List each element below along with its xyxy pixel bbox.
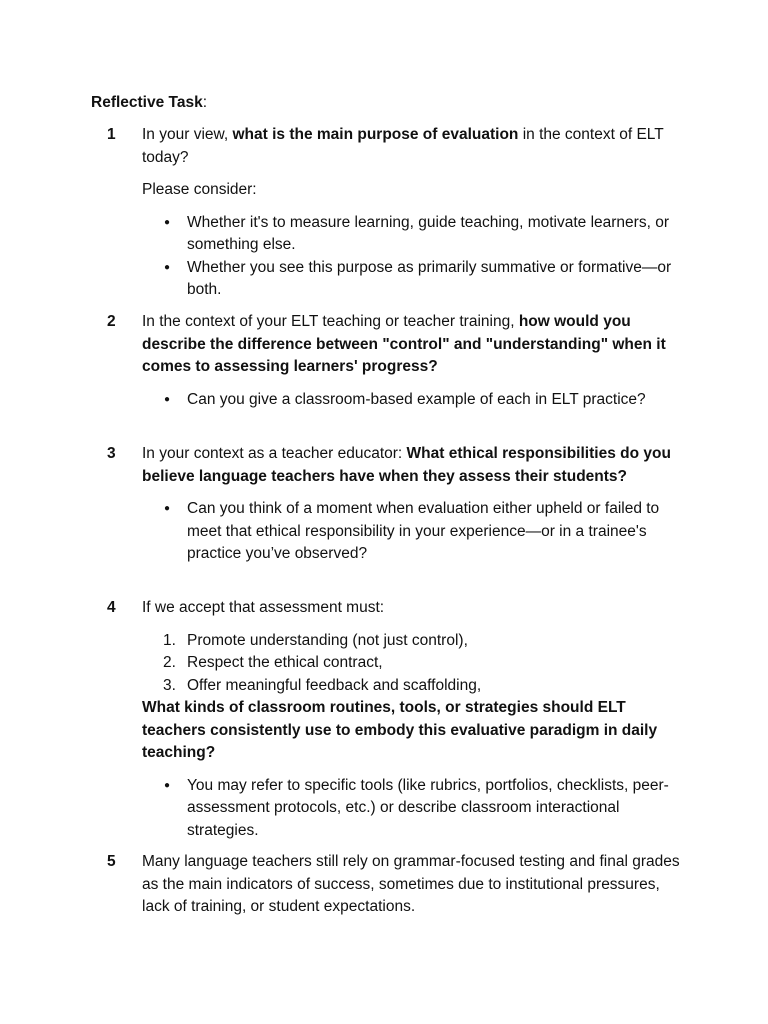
list-item: 1. Promote understanding (not just control), — [163, 631, 468, 649]
question-text: In the context of your ELT teaching or teacher training, how would you describe the difference between "control" and "understanding" when it comes to assessing learners' progress? — [142, 313, 666, 375]
question-text: Many language teachers still rely on grammar-focused testing and final grades as the main indicators of success, sometimes due to institutional pressures, lack of training, or student expectations. — [142, 853, 680, 915]
bullet-icon: ● — [164, 216, 171, 228]
question-number: 1 — [107, 126, 116, 143]
question-number: 2 — [107, 313, 116, 330]
list-item: ● You may refer to specific tools (like rubrics, portfolios, checklists, peer-assessment protocols, etc.) or describe classroom interactional strategies. — [164, 776, 669, 839]
list-item: ● Whether it's to measure learning, guide teaching, motivate learners, or something else. — [164, 213, 669, 253]
question-text: In your view, what is the main purpose of evaluation in the context of ELT today? — [142, 126, 664, 166]
question-number: 3 — [107, 445, 116, 462]
question-1 — [91, 124, 681, 302]
bullet-icon: ● — [164, 393, 171, 405]
question-text: If we accept that assessment must: — [142, 599, 385, 616]
list-item: ● Can you think of a moment when evaluation either upheld or failed to meet that ethical responsibility in your experience—or in a trainee's practice you’ve observed? — [164, 500, 660, 562]
bullet-icon: ● — [164, 779, 171, 791]
bullet-list — [142, 212, 681, 302]
question-prompt: Please consider: — [142, 181, 257, 198]
list-item: ● Whether you see this purpose as primarily summative or formative—or both. — [164, 258, 672, 298]
bullet-list — [142, 498, 681, 566]
bullet-list — [142, 389, 681, 412]
page-title: Reflective Task: — [91, 94, 208, 111]
list-item: ● Can you give a classroom-based example of each in ELT practice? — [142, 389, 681, 412]
list-item: 2. Respect the ethical contract, — [163, 654, 383, 671]
question-focus: What kinds of classroom routines, tools, or strategies should ELT teachers consistently use to embody this evaluative paradigm in daily teaching? — [142, 699, 658, 761]
list-item: 3. Offer meaningful feedback and scaffolding, — [163, 676, 482, 694]
question-2 — [91, 311, 681, 411]
question-number: 4 — [107, 599, 116, 616]
question-4 — [91, 597, 681, 842]
numbered-list — [142, 630, 681, 698]
bullet-list — [142, 775, 681, 843]
question-5 — [91, 851, 681, 919]
question-number: 5 — [107, 853, 116, 870]
question-3 — [91, 443, 681, 566]
bullet-icon: ● — [164, 261, 171, 273]
bullet-icon: ● — [164, 503, 171, 514]
question-text: In your context as a teacher educator: What ethical responsibilities do you believe language teachers have when they assess their students? — [142, 445, 671, 485]
